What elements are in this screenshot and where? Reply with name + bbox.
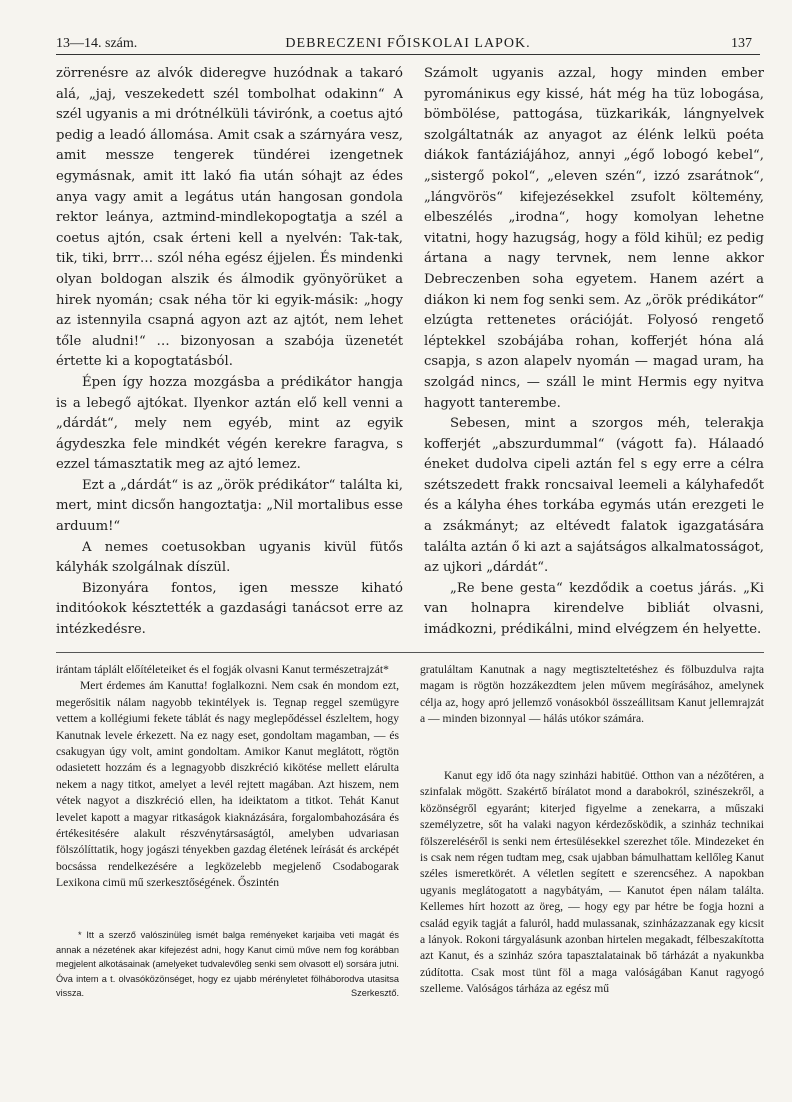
paragraph: „Re bene gesta“ kezdődik a coetus járás. „Ki van holnapra kirendelve bibliát olvasni, imádkozni, prédikálni, mind elvégzem én helyette. bbox=[424, 580, 764, 638]
paragraph: Számolt ugyanis azzal, hogy minden ember pyromániкus egy kissé, hát még ha tüz lobogása, bömbölése, pattogása, tüzkarikák, lángnyelvek szolgáltatnák az anyagot az élénk lelkü poéta diákok fantáziájához, annyi „égő lobogó kebel“, „sistergő pokol“, „eleven szén“, izzó zsarátnok“, „lángvörös“ kifejezésekkel zsufolt költemény, elbeszélés „irodna“, hogy komolyan lehetne vitatni, hogy hazugság, hogy a föld kihül; ez pedig ártana a nagy tervnek, nem lenne akkor Debreczenben soha egyetem. Hanem azért a diákon ki nem fog senki sem. Az „örök prédikátor“ elzúgta rettenetes orációját. Folyosó rengető léptekkel szobájába rohan, kofferjét hóna alá csapja, s azon alapelv nyomán — magad uram, ha szolgád nincs, — száll le mint Hermis egy nyitva hagyott tanterembe. bbox=[424, 66, 764, 411]
paragraph: Ezt a „dárdát“ is az „örök prédikátor“ találta ki, mert, mint dicsőn hangoztatja: „Nil mortalibus esse arduum!“ bbox=[56, 477, 403, 535]
paragraph: A nemes coetusokban ugyanis kivül fütős kályhák szolgálnak díszül. bbox=[56, 539, 403, 576]
page-number: 137 bbox=[731, 36, 752, 51]
paragraph: Mert érdemes ám Kanutta! foglalkozni. Nem csak én mondom ezt, megerősitik nálam nagyobb tekintélyek is. Tegnap reggel szemügyre vettem a kollégiumi fekete táblát és nagy meglepődéssel észleltem, hogy Kanutnak levele érkezett. Na ez nagy eset, gondoltam magamban, — és csakugyan úgy volt, amint gondoltam. Amikor Kanut meglátott, rögtön odasietett hozzám és a legnagyobb diszkréció kikötése mellett elárulta nekem a nagy titkot, amelyet a levél rejtett magában. Azt hiszem, nem vétek nagyot a diszkréció ellen, ha ideiktatom a titkot. Tehát Kanut levelet kapott a magyar ritkaságok kiaknázására, forgalombahozására és értékesitésére alakult részvénytársaságtól, amelyben udvariasan fölszólíttatik, hogy jogászi tényekben gazdag életének leírását és arcképét bocsássa rendelkezésére a legközelebb megjelenő Csodabogarak Lexikona cimü mű szerkesztőségének. Őszintén bbox=[56, 679, 399, 890]
section-divider bbox=[56, 652, 764, 653]
upper-left-column bbox=[56, 64, 403, 644]
paragraph: Épen így hozza mozgásba a prédikátor hangja is a lebegő ajtókat. Ilyenkor aztán elő kell venni a „dárdát“, mely nem egyéb, mint az egyik ágydeszka fele mindkét végén kerekre faragva, s ezzel támasztatik meg az ajtó lemez. bbox=[56, 374, 403, 473]
lower-right-column bbox=[420, 662, 764, 998]
footnote-signature: Szerkesztő. bbox=[351, 988, 399, 999]
paragraph: irántam táplált előítéleteiket és el fogják olvasni Kanut természetrajzát* bbox=[56, 663, 389, 676]
upper-right-column bbox=[424, 64, 764, 644]
journal-title: DEBRECZENI FŐISKOLAI LAPOK. bbox=[285, 36, 531, 51]
paragraph: zörrenésre az alvók dideregve huzódnak a takaró alá, „jaj, veszekedett szél tombolhat odakinn“ A szél ugyanis a mi drótnélküli távirónk, a coetus ajtó pedig a leadó állomása. Amit csak a szárnyára vesz, amit messze tengerek tündérei izengetnek egymásnak, amit itt lakó fia után sóhajt az édes anya vagy amit a legátus után hangosan gondola rektor leánya, aztmind-mindlekopogtatja a szél a coetus ajtón, csak érteni kell a nyelvén: Tak-tak, tik, tiki, brrr… szól néha egész éjjelen. És mindenki olyan boldogan alszik és álmodik gyönyörüket a hirek nyomán; csak néha tör ki egyik-másik: „hogy az istennyila csapná agyon azt az ajtót, nem lehet tőle aludni!“ … bizonyosan a szabója üzenetét értette ki a kopogtatásból. bbox=[56, 66, 403, 370]
lower-left-column bbox=[56, 662, 399, 926]
paragraph: gratuláltam Kanutnak a nagy megtiszteltetéshez és fölbuzdulva rajta magam is rögtön hozzákezdtem jelen művem megírásához, amelynek célja az, hogy apró jellemző vonásokból összeállitsam Kanut jellemrajzát a — minden bizonnyal — hálás utókor számára. bbox=[420, 663, 764, 726]
paragraph: Sebesen, mint a szorgos méh, telerakja kofferjét „abszurdummal“ (vágott fa). Hálaadó éneket dudolva cipeli aztán fel s egy erre a célra szétszedett frakk roncsaival leemeli a kályhafedőt és a kályha éhes torkába egymás után erezgeti le a zsákmányt; az eltévedt falatok igazgatására találta aztán ő ki azt a sajátságos alkalmatosságot, az ujkori „dárdát“. bbox=[424, 416, 764, 576]
paragraph: Bizonyára fontos, igen messze kiható inditóokok késztették a gazdasági tanácsot erre az intézkedésre. bbox=[56, 580, 403, 638]
paragraph: Kanut egy idő óta nagy szinházi habitüé. Otthon van a nézőtéren, a szinfalak mögött. Szakértő bírálatot mond a darabokról, szinészekről, a közönségről egyaránt; kiterjed figyelme a zenekarra, a műszaki személyzetre, sőt ha valaki nagyon kérdezősködik, a szinház technikai fölszereléséről is senki nem értesülésekkel szerezhet tőle. Mindezeket én is csak nem régen tudtam meg, csak ujabban bámulhattam kellőleg Kanut széles ismeretkörét. A véletlen segített e szerencséhez. A napokban ugyanis meglátogatott a nagybátyám, — Kanutot épen nálam találta. Kellemes hírt hozott az öreg, — hogy egy par hétre be fogja hozni a család egyik tagját a faluról, hadd mulassanak, szinházazzanak egy kicsit a lányok. Rokoni tárgyalásunk azonban hirtelen megakadt, félbeszakította azt Kanut, és a szinház szóra tapasztalatainak bő tárházát a nyakunkba zúdította. Csak most tünt föl a maga valóságában Kanut ragyogó szelleme. Valóságos tárháza az egész mű bbox=[420, 769, 764, 996]
footnote bbox=[56, 928, 399, 1001]
footnote-text: * Itt a szerző valószinüleg ismét balga reményeket karjaiba veti magát és annak a nézetének akar kifejezést adni, hogy Kanut cimü műve nem fog korábban megjelent alkotásainak (amelyeket tudvalevőleg senki sem olvasott el) sorsára jutni. Óva intem a t. olvasóközönséget, hogy ez ujabb mérényletet fölháborodva utasitsa vissza. bbox=[56, 930, 399, 999]
page-header bbox=[56, 30, 760, 55]
issue-number: 13—14. szám. bbox=[56, 36, 138, 51]
